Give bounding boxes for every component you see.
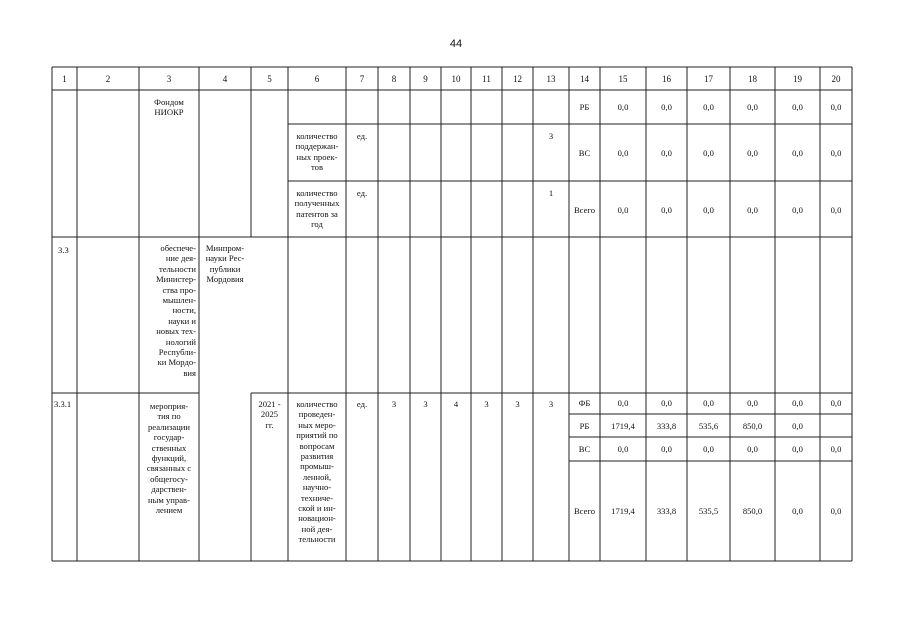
row-number: 3.3: [58, 245, 69, 255]
finance-value: 0,0: [661, 444, 672, 454]
finance-value: 0,0: [830, 444, 842, 454]
finance-value: 535,5: [698, 506, 719, 516]
finance-value: 1719,4: [611, 421, 635, 431]
finance-value: 333,8: [656, 421, 677, 431]
cell-col3-measure: мероприя- тия по реализации государ- ственных функций, связанных с общегосу- дарствен- ным управ- лением: [146, 401, 192, 516]
finance-value: 0,0: [617, 102, 629, 112]
finance-value: 0,0: [661, 398, 672, 408]
finance-value: 0,0: [830, 506, 842, 516]
header-cell: 13: [546, 74, 556, 84]
indicator-value: 3: [423, 399, 428, 409]
finance-value: 0,0: [792, 506, 803, 516]
header-cell: 17: [704, 74, 713, 84]
header-cell: 16: [662, 74, 671, 84]
finance-source: РБ: [579, 421, 590, 431]
cell-col3-fund: Фондом НИОКР: [154, 97, 184, 118]
finance-value: 0,0: [747, 148, 758, 158]
finance-value: 0,0: [703, 205, 714, 215]
finance-value: 0,0: [830, 205, 842, 215]
finance-value: 0,0: [617, 398, 629, 408]
indicator-name: количество проведен- ных меро- приятий по вопросам развития промыш- ленной, научно- техниче- ской и ин- новацион- ной дея- тельности: [296, 399, 338, 545]
finance-value: 0,0: [792, 444, 803, 454]
finance-source: Всего: [573, 205, 596, 215]
header-cell: 14: [580, 74, 589, 84]
header-cell: 5: [267, 74, 272, 84]
finance-value: 0,0: [703, 102, 714, 112]
indicator-value: 3: [548, 399, 554, 409]
finance-source: ВС: [578, 444, 591, 454]
indicator-unit: ед.: [356, 399, 368, 409]
finance-source: РБ: [579, 102, 590, 112]
header-cell: 12: [513, 74, 522, 84]
finance-source: ВС: [578, 148, 591, 158]
finance-value: 0,0: [747, 102, 758, 112]
finance-source: ФБ: [578, 398, 591, 408]
header-cell: 3: [166, 74, 172, 84]
header-cell: 9: [423, 74, 428, 84]
finance-value: 0,0: [661, 205, 672, 215]
header-cell: 18: [748, 74, 757, 84]
header-cell: 11: [482, 74, 491, 84]
cell-col4-executor: Минпром- науки Рес- публики Мордовия: [205, 243, 245, 285]
finance-value: 0,0: [830, 102, 842, 112]
header-cell: 10: [451, 74, 461, 84]
indicator-value: 3: [515, 399, 520, 409]
indicator-name: количество полученных патентов за год: [294, 188, 340, 230]
row-number: 3.3.1: [54, 399, 72, 409]
finance-value: 0,0: [830, 148, 842, 158]
indicator-value: 3: [391, 399, 397, 409]
indicator-name: количество поддержан- ных проек- тов: [295, 131, 339, 173]
page-number: 44: [449, 38, 463, 50]
finance-value: 0,0: [792, 398, 803, 408]
finance-value: 0,0: [747, 398, 758, 408]
finance-value: 0,0: [617, 205, 629, 215]
finance-value: 535,6: [698, 421, 719, 431]
finance-value: 0,0: [830, 398, 842, 408]
header-cell: 8: [391, 74, 397, 84]
finance-source: Всего: [573, 506, 596, 516]
finance-value: 0,0: [703, 398, 714, 408]
finance-value: 850,0: [742, 506, 763, 516]
header-cell: 6: [314, 74, 320, 84]
cell-col3-activity: обеспече- ние дея- тельности Министер- ства про- мышлен- ности, науки и новых тех- нологий Республи- ки Мордо- вия: [156, 243, 196, 378]
finance-value: 0,0: [747, 444, 758, 454]
finance-value: 0,0: [661, 102, 672, 112]
finance-value: 0,0: [747, 205, 758, 215]
header-cell: 2: [105, 74, 111, 84]
indicator-value: 1: [548, 188, 554, 198]
cell-col5-period: 2021 - 2025 гг.: [258, 399, 281, 430]
finance-value: 0,0: [617, 444, 629, 454]
header-cell: 4: [222, 74, 228, 84]
finance-value: 0,0: [792, 102, 803, 112]
finance-value: 333,8: [656, 506, 677, 516]
indicator-unit: ед.: [356, 131, 368, 141]
indicator-value: 3: [484, 399, 489, 409]
finance-value: 0,0: [617, 148, 629, 158]
indicator-unit: ед.: [356, 188, 368, 198]
header-cell: 15: [618, 74, 628, 84]
finance-value: 0,0: [703, 148, 714, 158]
header-cell: 20: [831, 74, 841, 84]
indicator-value: 3: [548, 131, 554, 141]
finance-value: 0,0: [703, 444, 714, 454]
finance-value: 850,0: [742, 421, 763, 431]
header-cell: 19: [793, 74, 802, 84]
finance-value: 0,0: [792, 205, 803, 215]
header-cell: 1: [62, 74, 67, 84]
finance-value: 0,0: [661, 148, 672, 158]
header-cell: 7: [359, 74, 365, 84]
indicator-value: 4: [453, 399, 459, 409]
finance-value: 1719,4: [611, 506, 635, 516]
finance-value: 0,0: [792, 421, 803, 431]
finance-value: 0,0: [792, 148, 803, 158]
